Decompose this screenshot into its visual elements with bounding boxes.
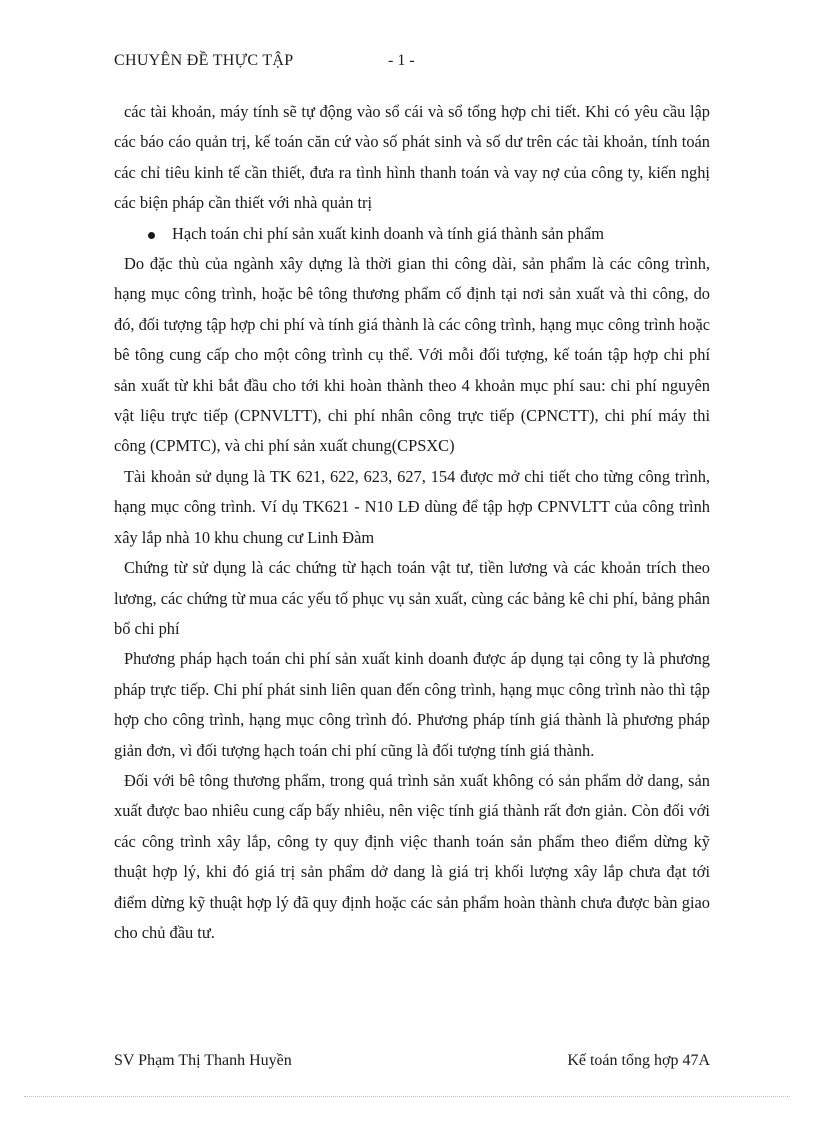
paragraph: các tài khoản, máy tính sẽ tự động vào sổ cái và sổ tổng hợp chi tiết. Khi có yêu cầu lập các báo cáo quản trị, kế toán căn cứ vào số phát sinh và số dư trên các tài khoản, tính toán các chỉ tiêu kinh tế cần thiết, đưa ra tình hình thanh toán và vay nợ của công ty, kiến nghị các biện pháp cần thiết với nhà quản trị [114,102,710,213]
paragraph: Do đặc thù của ngành xây dựng là thời gian thi công dài, sản phẩm là các công trình, hạng mục công trình, hoặc bê tông thương phẩm cố định tại nơi sản xuất và thi công, do đó, đối tượng tập hợp chi phí và tính giá thành là các công trình, hạng mục công trình hoặc bê tông cung cấp cho một công trình cụ thể. Với mỗi đối tượng, kế toán tập hợp chi phí sản xuất từ khi bắt đầu cho tới khi hoàn thành theo 4 khoản mục phí sau: chi phí nguyên vật liệu trực tiếp (CPNVLTT), chi phí nhân công trực tiếp (CPNCTT), chi phí máy thi công (CPMTC), và chi phí sản xuất chung(CPSXC) [114,254,710,456]
body-text [114,97,710,948]
page-number: - 1 - [388,52,415,69]
footer-student-name: SV Phạm Thị Thanh Huyền [114,1052,292,1069]
page-bottom-divider [24,1096,790,1097]
header-title: CHUYÊN ĐỀ THỰC TẬP [114,52,294,69]
paragraph: Đối với bê tông thương phẩm, trong quá trình sản xuất không có sản phẩm dở dang, sản xuất được bao nhiêu cung cấp bấy nhiêu, nên việc tính giá thành rất đơn giản. Còn đối với các công trình xây lắp, công ty quy định việc thanh toán sản phẩm theo điểm dừng kỹ thuật hợp lý, khi đó giá trị sản phẩm dở dang là giá trị khối lượng xây lắp chưa đạt tới điểm dừng kỹ thuật hợp lý đã quy định hoặc các sản phẩm hoàn thành chưa được bàn giao cho chủ đầu tư. [114,770,710,942]
page-footer [114,1052,710,1076]
footer-class-name: Kế toán tổng hợp 47A [567,1052,710,1069]
paragraph: Phương pháp hạch toán chi phí sản xuất kinh doanh được áp dụng tại công ty là phương pháp trực tiếp. Chi phí phát sinh liên quan đến công trình, hạng mục công trình nào thì tập hợp cho công trình, hạng mục công trình đó. Phương pháp tính giá thành là phương pháp giản đơn, vì đối tượng hạch toán chi phí cũng là đối tượng tính giá thành. [114,649,710,760]
bullet-text: Hạch toán chi phí sản xuất kinh doanh và tính giá thành sản phẩm [172,223,604,243]
page-header [114,52,714,76]
paragraph: Tài khoản sử dụng là TK 621, 622, 623, 627, 154 được mở chi tiết cho từng công trình, hạng mục công trình. Ví dụ TK621 - N10 LĐ dùng để tập hợp CPNVLTT của công trình xây lắp nhà 10 khu chung cư Linh Đàm [114,466,710,547]
bullet-item [114,219,710,249]
bullet-icon [148,232,155,239]
paragraph: Chứng từ sử dụng là các chứng từ hạch toán vật tư, tiền lương và các khoản trích theo lương, các chứng từ mua các yếu tố phục vụ sản xuất, cùng các bảng kê chi phí, bảng phân bổ chi phí [114,558,710,638]
